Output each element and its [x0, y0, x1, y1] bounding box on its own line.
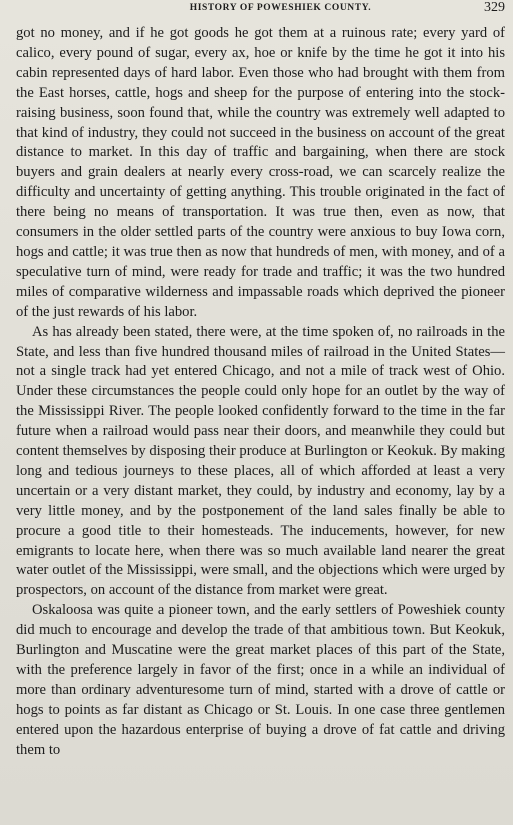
- paragraph-oskaloosa: Oskaloosa was quite a pioneer town, and the early settlers of Poweshiek county did much to encourage and develop the trade of that ambitious town. But Keokuk, Burlington and Muscatine were the great market places of this part of the State, with the preference largely in favor of the first; once in a while an individual of more than ordinary adventuresome turn of mind, started with a drove of cattle or hogs to points as far distant as Chicago or St. Louis. In one case three gentlemen entered upon the hazardous enterprise of buying a drove of fat cattle and driving them to: [16, 602, 505, 758]
- running-title: HISTORY OF POWESHIEK COUNTY.: [189, 3, 372, 13]
- paragraph-continuation: got no money, and if he got goods he got them at a ruinous rate; every yard of calico, every pound of sugar, every ax, hoe or knife by the time he got it into his cabin represented days of hard labor. Even those who had brought with them from the East horses, cattle, hogs and sheep for the purpose of entering into the stock-raising business, soon found that, while the country was extremely well adapted to that kind of industry, they could not succeed in the business on account of the great distance to market. In this day of traffic and bargaining, when there are stock buyers and grain dealers at nearly every cross-road, we can scarcely realize the difficulty and uncertainty of getting anything. This trouble originated in the fact of there being no means of transportation. It was true then, even as now, that consumers in the older settled parts of the country were anxious to buy Iowa corn, hogs and cattle; it was true then as now that hundreds of men, with money, and of a speculative turn of mind, were ready for trade and traffic; it was the two hundred miles of comparative wilderness and impassable roads which deprived the pioneer of the just rewards of his labor.: [16, 25, 505, 320]
- running-head: [16, 1, 505, 17]
- paragraph-railroads: As has already been stated, there were, at the time spoken of, no railroads in the State, and less than five hundred thousand miles of railroad in the United States—not a single track had yet entered Chicago, and not a mile of track west of Ohio. Under these circumstances the people could only hope for an outlet by the way of the Mississippi River. The people looked confidently forward to the time in the far future when a railroad would pass near their doors, and meanwhile they could but content themselves by disposing their produce at Burlington or Keokuk. By making long and tedious journeys to these places, all of which afforded at least a very uncertain or a very distant market, they could, by industry and economy, lay by a very little money, and by the postponement of the land sales finally be able to procure a good title to their homesteads. The inducements, however, for new emigrants to locate here, when there was so much available land nearer the great water outlet of the Mississippi, were small, and the objections which were urged by prospectors, on account of the distance from market were great.: [16, 323, 505, 599]
- body-text: [16, 24, 505, 761]
- page-number: 329: [484, 0, 505, 15]
